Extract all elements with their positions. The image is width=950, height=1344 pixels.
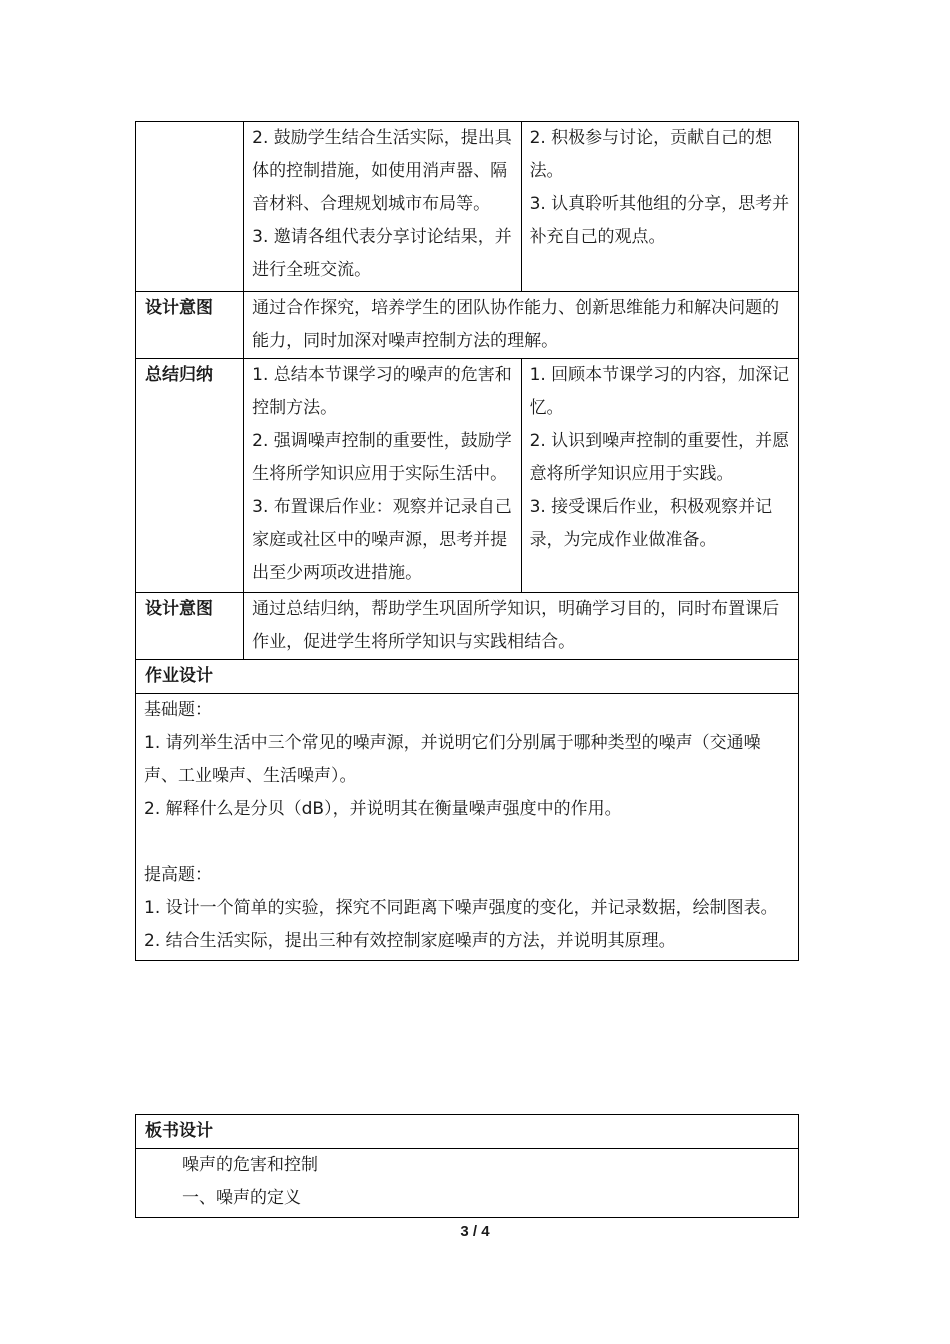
student-activity-cell bbox=[521, 359, 798, 593]
board-line: 一、噪声的定义 bbox=[182, 1188, 301, 1208]
board-design-table bbox=[135, 1114, 799, 1218]
table-row bbox=[136, 1149, 799, 1218]
homework-content bbox=[136, 694, 799, 961]
homework-item: 1. 设计一个简单的实验，探究不同距离下噪声强度的变化，并记录数据，绘制图表。 bbox=[144, 898, 778, 918]
teacher-step: 2. 强调噪声控制的重要性，鼓励学生将所学知识应用于实际生活中。 bbox=[252, 431, 512, 484]
table-row bbox=[136, 660, 799, 694]
teacher-step: 3. 邀请各组代表分享讨论结果，并进行全班交流。 bbox=[252, 227, 512, 280]
homework-title: 作业设计 bbox=[136, 660, 799, 694]
teacher-activity-cell bbox=[244, 122, 521, 292]
table-row bbox=[136, 292, 799, 359]
board-title: 板书设计 bbox=[136, 1115, 799, 1149]
design-intent-label: 设计意图 bbox=[136, 593, 244, 660]
summary-label: 总结归纳 bbox=[136, 359, 244, 593]
student-step: 3. 接受课后作业，积极观察并记录，为完成作业做准备。 bbox=[529, 497, 773, 550]
lesson-plan-table bbox=[135, 121, 799, 961]
design-intent-text: 通过总结归纳，帮助学生巩固所学知识，明确学习目的，同时布置课后作业，促进学生将所学知识与实践相结合。 bbox=[244, 593, 799, 660]
student-activity-cell bbox=[521, 122, 798, 292]
student-step: 1. 回顾本节课学习的内容，加深记忆。 bbox=[529, 365, 790, 418]
page-number: 3 / 4 bbox=[460, 1223, 490, 1240]
spacer bbox=[144, 826, 790, 859]
teacher-step: 3. 布置课后作业：观察并记录自己家庭或社区中的噪声源，思考并提出至少两项改进措施。 bbox=[252, 497, 512, 583]
board-content bbox=[136, 1149, 799, 1218]
student-step: 2. 认识到噪声控制的重要性，并愿意将所学知识应用于实践。 bbox=[529, 431, 790, 484]
design-intent-label: 设计意图 bbox=[136, 292, 244, 359]
teacher-step: 2. 鼓励学生结合生活实际，提出具体的控制措施，如使用消声器、隔音材料、合理规划城市布局等。 bbox=[252, 128, 512, 214]
design-intent-text: 通过合作探究，培养学生的团队协作能力、创新思维能力和解决问题的能力，同时加深对噪声控制方法的理解。 bbox=[244, 292, 799, 359]
homework-item: 2. 解释什么是分贝（dB），并说明其在衡量噪声强度中的作用。 bbox=[144, 799, 622, 819]
advanced-section-title: 提高题： bbox=[144, 865, 212, 885]
homework-item: 1. 请列举生活中三个常见的噪声源，并说明它们分别属于哪种类型的噪声（交通噪声、工业噪声、生活噪声）。 bbox=[144, 733, 761, 786]
empty-label-cell bbox=[136, 122, 244, 292]
table-row bbox=[136, 593, 799, 660]
teacher-activity-cell bbox=[244, 359, 521, 593]
teacher-step: 1. 总结本节课学习的噪声的危害和控制方法。 bbox=[252, 365, 512, 418]
basic-section-title: 基础题： bbox=[144, 700, 212, 720]
table-row bbox=[136, 122, 799, 292]
table-row bbox=[136, 359, 799, 593]
table-row bbox=[136, 1115, 799, 1149]
board-line: 噪声的危害和控制 bbox=[182, 1155, 318, 1175]
student-step: 2. 积极参与讨论，贡献自己的想法。 bbox=[529, 128, 773, 181]
table-row bbox=[136, 694, 799, 961]
student-step: 3. 认真聆听其他组的分享，思考并补充自己的观点。 bbox=[529, 194, 790, 247]
homework-item: 2. 结合生活实际，提出三种有效控制家庭噪声的方法，并说明其原理。 bbox=[144, 931, 676, 951]
